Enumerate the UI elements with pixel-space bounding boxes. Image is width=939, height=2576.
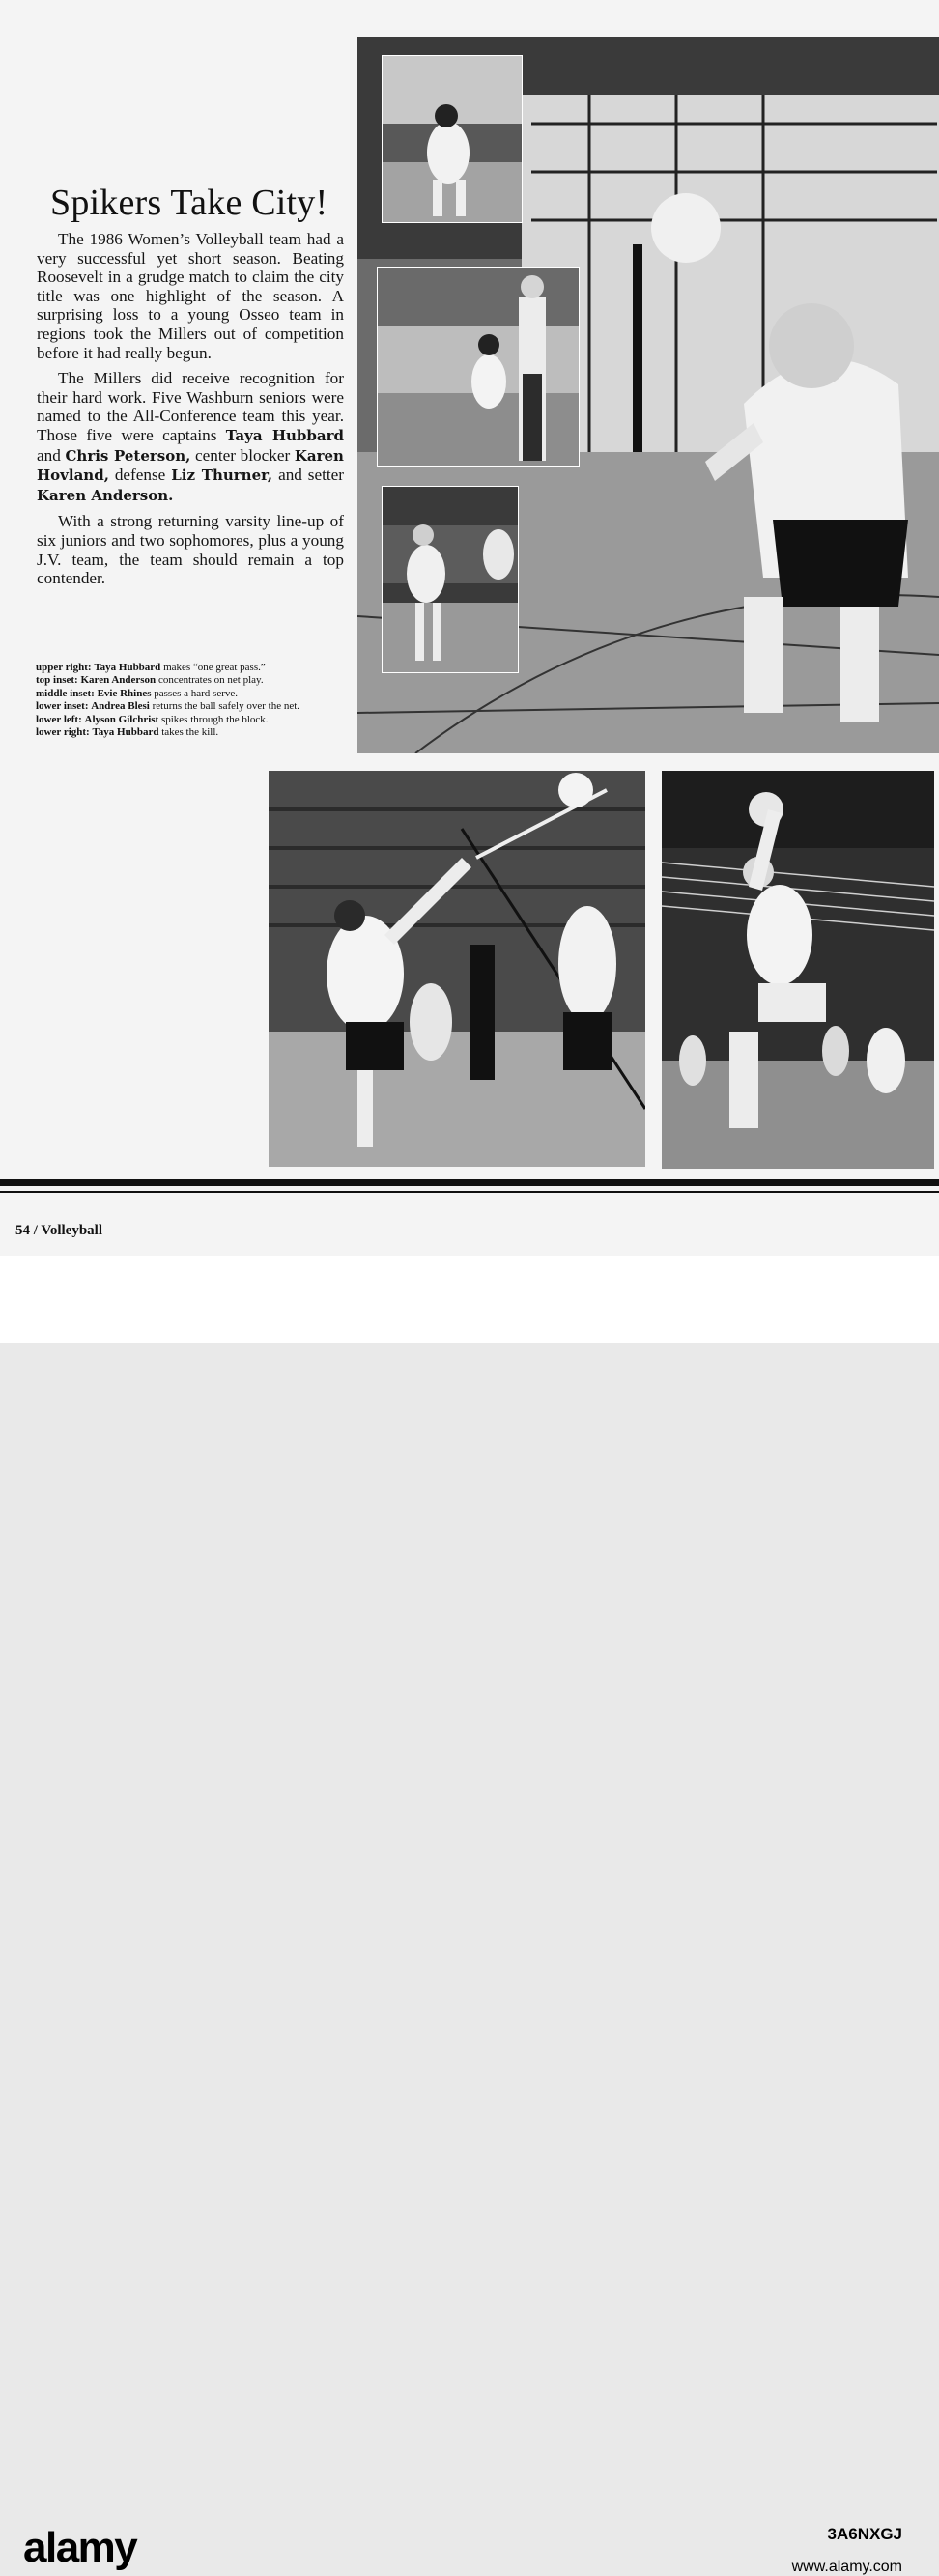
photo-top-inset	[383, 56, 522, 222]
alamy-logo: alamy	[23, 2524, 137, 2571]
caption-text: takes the kill.	[158, 726, 219, 739]
player-name-hubbard: Taya Hubbard	[225, 426, 344, 444]
image-id: 3A6NXGJ	[827, 2525, 902, 2543]
caption-label: top inset:	[36, 674, 78, 687]
caption-label: lower inset:	[36, 700, 89, 713]
article-body	[37, 230, 344, 595]
caption-name: Evie Rhines	[97, 687, 152, 699]
photo-lower-right	[662, 771, 934, 1169]
photo-captions	[36, 662, 347, 739]
caption-name: Andrea Blesi	[91, 700, 150, 713]
body-text-run: center blocker	[190, 445, 295, 465]
caption-label: lower left:	[36, 713, 82, 725]
caption-lower-left	[36, 714, 347, 726]
body-text-run: and setter	[272, 466, 344, 485]
player-name-thurner: Liz Thurner,	[171, 467, 273, 485]
caption-name: Karen Anderson	[80, 674, 156, 687]
body-paragraph-3: With a strong returning varsity line-up of six juniors and two sophomores, plus a young J.V. team, the team should remain a top contender.	[37, 512, 344, 588]
caption-name: Alyson Gilchrist	[84, 713, 159, 725]
caption-label: upper right:	[36, 662, 92, 673]
player-name-peterson: Chris Peterson,	[65, 446, 191, 465]
caption-upper-right	[36, 662, 347, 674]
caption-top-inset	[36, 674, 347, 687]
caption-text: makes “one great pass.”	[160, 662, 266, 673]
caption-lower-inset	[36, 700, 347, 713]
caption-label: middle inset:	[36, 687, 95, 699]
yearbook-page	[0, 0, 939, 1256]
caption-text: concentrates on net play.	[156, 674, 264, 687]
caption-label: lower right:	[36, 726, 90, 739]
body-paragraph-2	[37, 369, 344, 505]
caption-name: Taya Hubbard	[92, 726, 159, 739]
caption-middle-inset	[36, 688, 347, 700]
photo-lower-left	[269, 771, 645, 1167]
footer-rule-thin	[0, 1191, 939, 1193]
caption-text: passes a hard serve.	[151, 687, 238, 699]
watermark-url: www.alamy.com	[791, 2559, 902, 2575]
page-folio: 54 / Volleyball	[15, 1223, 103, 1238]
caption-text: returns the ball safely over the net.	[149, 700, 300, 713]
photo-lower-inset	[383, 487, 518, 672]
body-text-run: defense	[108, 466, 172, 485]
article-title: Spikers Take City!	[50, 183, 328, 223]
body-text-run: and	[37, 445, 66, 465]
body-paragraph-1: The 1986 Women’s Volleyball team had a very successful yet short season. Beating Roosevelt in a grudge match to claim the city title was one highlight of the season. A surprising loss to a young Osseo team in regions took the Millers out of competition before it had really begun.	[37, 230, 344, 362]
player-name-anderson: Karen Anderson.	[37, 486, 174, 504]
caption-text: spikes through the block.	[158, 713, 269, 725]
caption-name: Taya Hubbard	[94, 662, 161, 673]
photo-middle-inset	[378, 268, 579, 466]
player-name-hovland: Karen Hovland,	[37, 446, 344, 485]
caption-lower-right	[36, 726, 347, 739]
body-text-run: The Millers did receive recognition for their hard work. Five Washburn seniors were named to the All-Conference team this year. Those five were captains	[37, 369, 344, 444]
stock-watermark-bar	[0, 1256, 939, 2575]
footer-rule-thick	[0, 1179, 939, 1186]
